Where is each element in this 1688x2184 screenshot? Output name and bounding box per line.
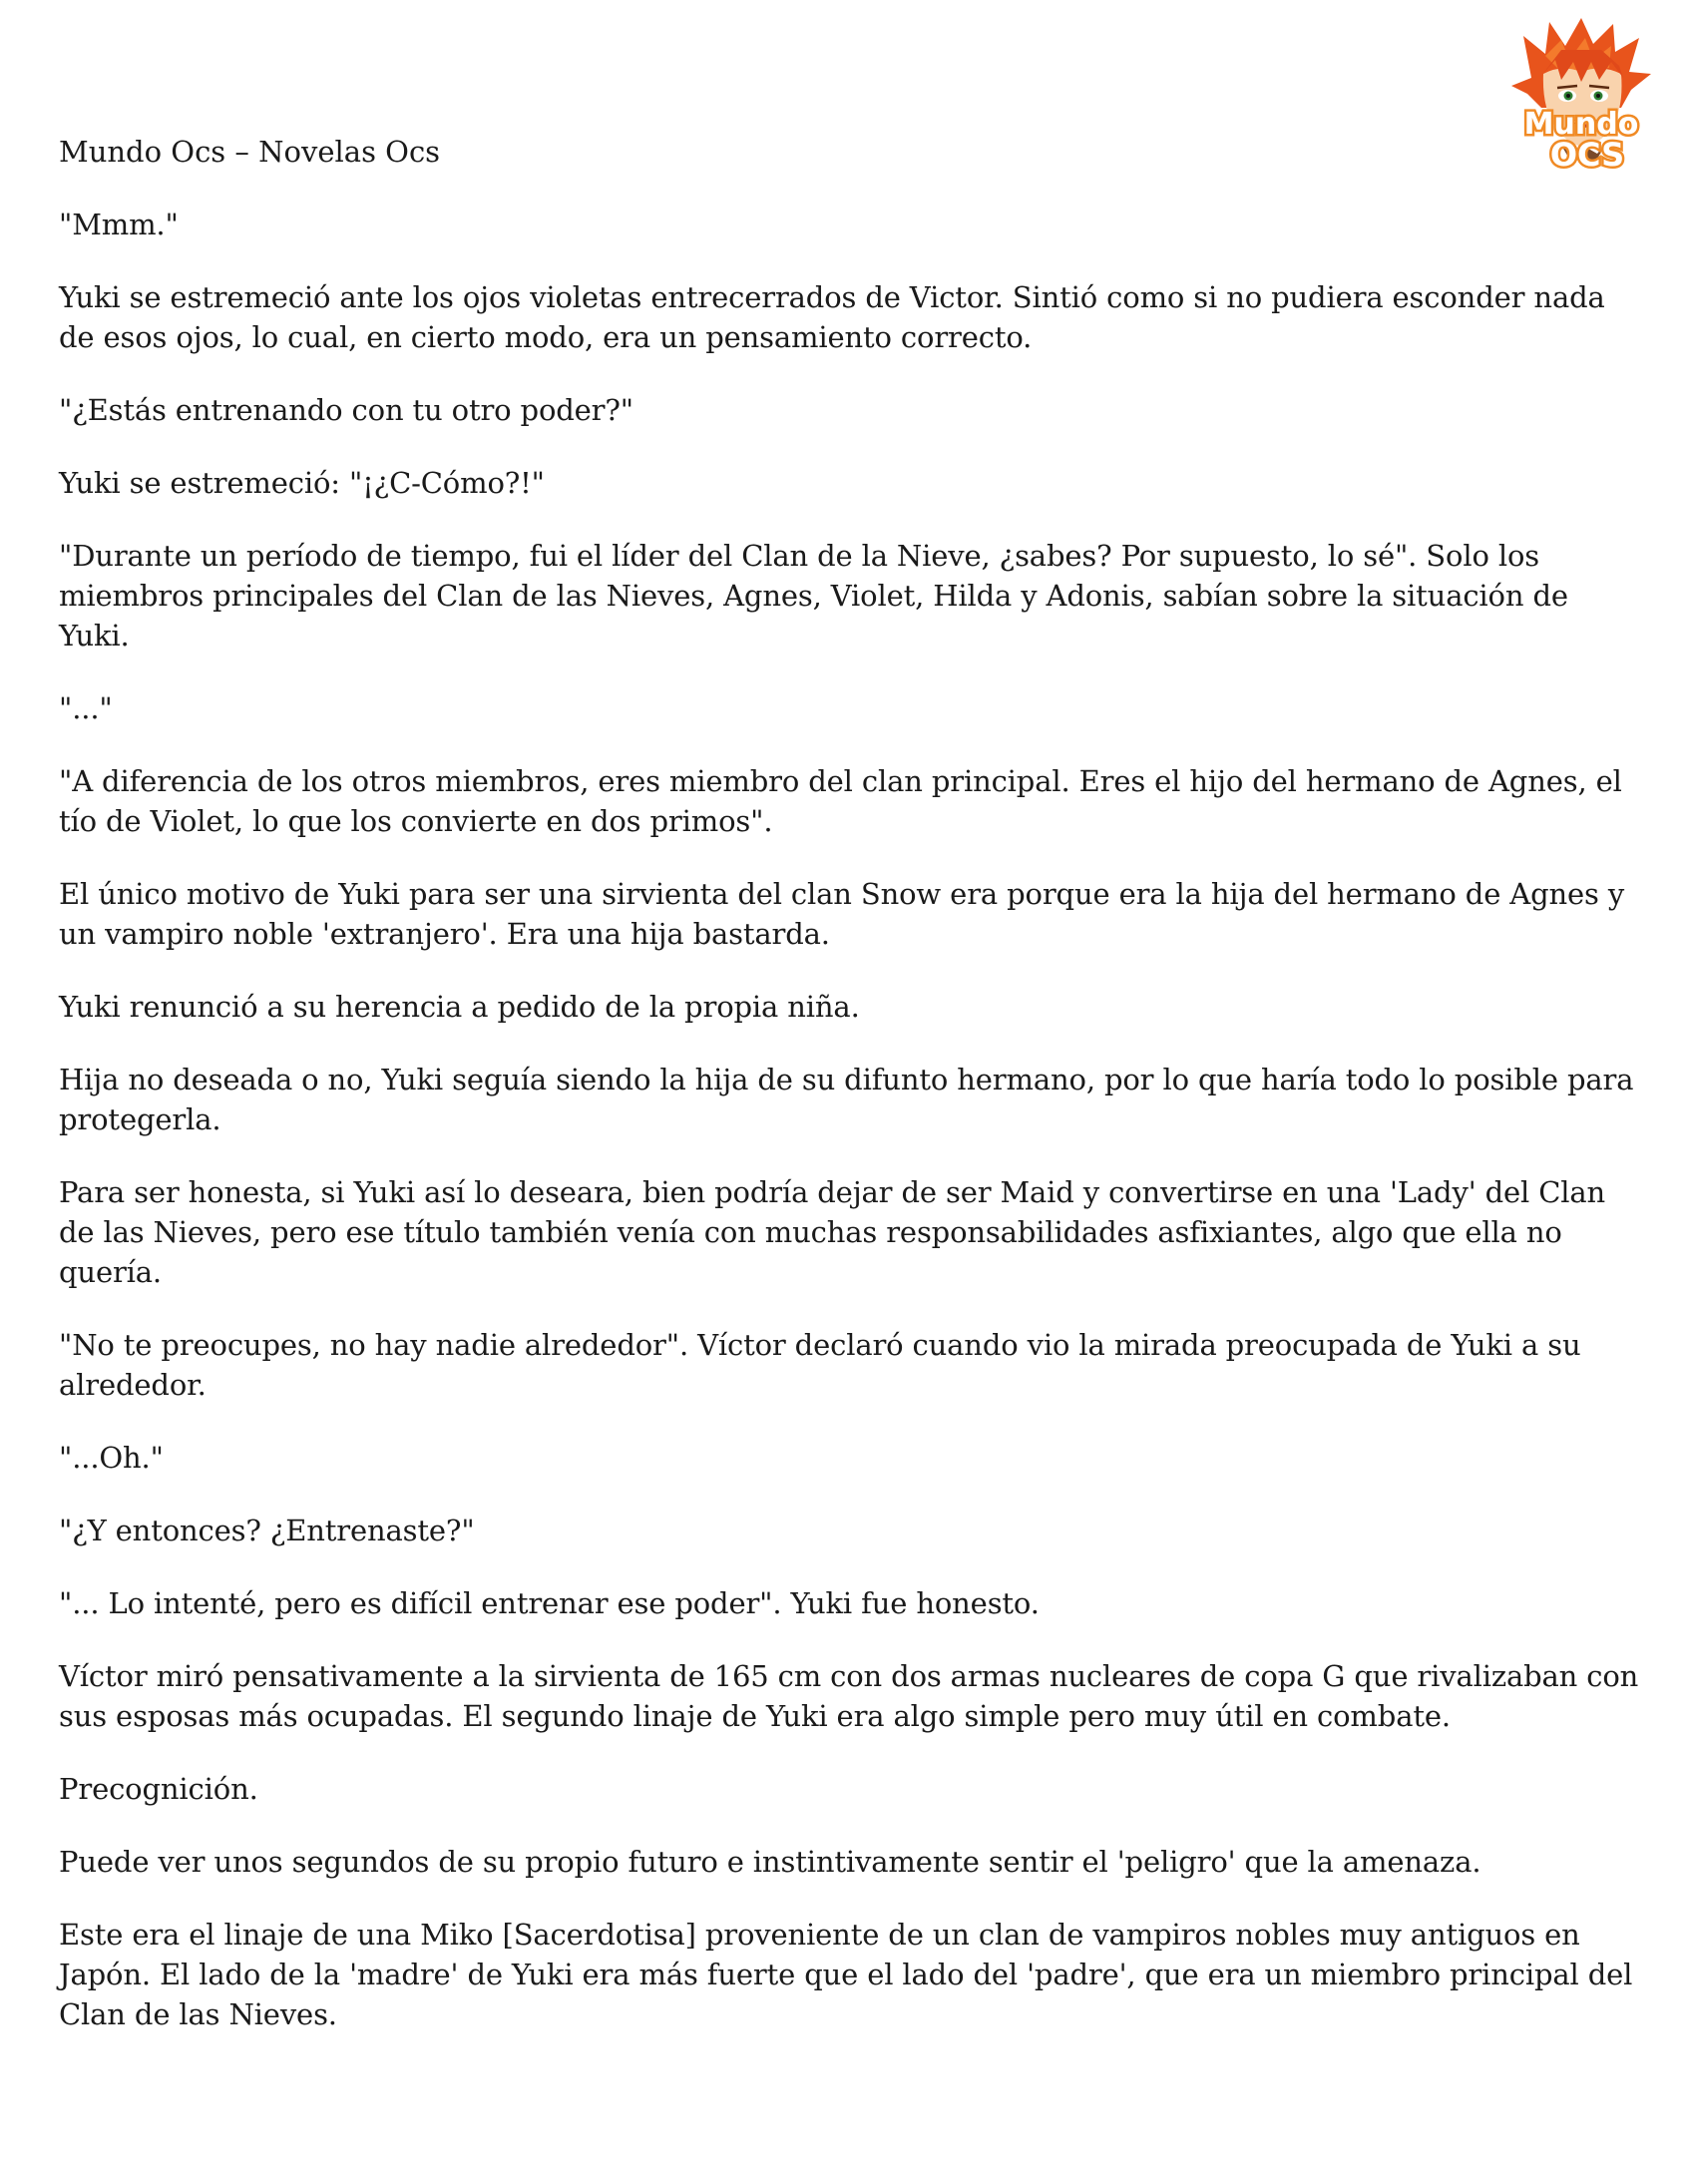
paragraph: Yuki se estremeció: "¡¿C-Cómo?!" <box>59 466 545 500</box>
mundo-ocs-logo <box>1501 16 1661 178</box>
paragraph: Víctor miró pensativamente a la sirvienta de 165 cm con dos armas nucleares de copa G que rivalizaban con sus esposas más ocupadas. El segundo linaje de Yuki era algo simple pero muy útil en combate. <box>59 1659 1639 1733</box>
document-body <box>59 205 1645 2067</box>
paragraph: Hija no deseada o no, Yuki seguía siendo la hija de su difunto hermano, por lo que haría todo lo posible para protegerla. <box>59 1063 1634 1136</box>
logo-text-line1: Mundo <box>1523 107 1639 142</box>
paragraph: "¿Estás entrenando con tu otro poder?" <box>59 393 633 427</box>
paragraph: "A diferencia de los otros miembros, eres miembro del clan principal. Eres el hijo del hermano de Agnes, el tío de Violet, lo que los convierte en dos primos". <box>59 764 1622 838</box>
paragraph: Puede ver unos segundos de su propio futuro e instintivamente sentir el 'peligro' que la amenaza. <box>59 1845 1481 1879</box>
paragraph: Precognición. <box>59 1772 258 1806</box>
paragraph: "...Oh." <box>59 1441 164 1475</box>
paragraph: El único motivo de Yuki para ser una sirvienta del clan Snow era porque era la hija del hermano de Agnes y un vampiro noble 'extranjero'. Era una hija bastarda. <box>59 877 1625 951</box>
paragraph: "..." <box>59 691 113 725</box>
paragraph: Yuki se estremeció ante los ojos violetas entrecerrados de Victor. Sintió como si no pudiera esconder nada de esos ojos, lo cual, en cierto modo, era un pensamiento correcto. <box>59 280 1605 354</box>
paragraph: "Durante un período de tiempo, fui el líder del Clan de la Nieve, ¿sabes? Por supuesto, lo sé". Solo los miembros principales del Clan de las Nieves, Agnes, Violet, Hilda y Adonis, sabían sobre la situación de Yuki. <box>59 539 1568 653</box>
paragraph: "... Lo intenté, pero es difícil entrenar ese poder". Yuki fue honesto. <box>59 1586 1040 1620</box>
page-header: Mundo Ocs – Novelas Ocs <box>59 135 441 169</box>
paragraph: Para ser honesta, si Yuki así lo deseara, bien podría dejar de ser Maid y convertirse en una 'Lady' del Clan de las Nieves, pero ese título también venía con muchas responsabilidades asfixiantes, algo que ella no quería. <box>59 1175 1606 1289</box>
paragraph: "¿Y entonces? ¿Entrenaste?" <box>59 1514 475 1547</box>
logo-text-line2: OCS <box>1549 136 1625 174</box>
paragraph: "Mmm." <box>59 208 179 241</box>
paragraph: Yuki renunció a su herencia a pedido de la propia niña. <box>59 990 860 1024</box>
paragraph: Este era el linaje de una Miko [Sacerdotisa] proveniente de un clan de vampiros nobles muy antiguos en Japón. El lado de la 'madre' de Yuki era más fuerte que el lado del 'padre', que era un miembro principal del Clan de las Nieves. <box>59 1918 1633 2031</box>
paragraph: "No te preocupes, no hay nadie alrededor". Víctor declaró cuando vio la mirada preocupada de Yuki a su alrededor. <box>59 1328 1581 1402</box>
